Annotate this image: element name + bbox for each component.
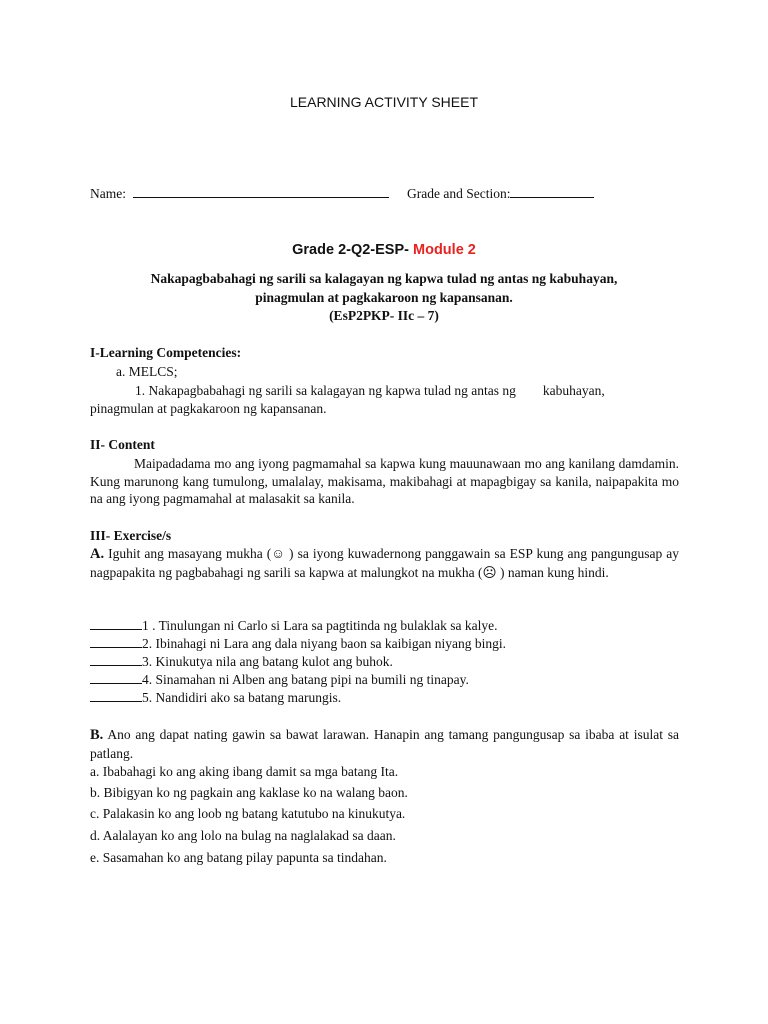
name-row [90,183,389,202]
choice-item: e. Sasamahan ko ang batang pilay papunta sa tindahan. [90,850,387,865]
exercise-item-text: 2. Ibinahagi ni Lara ang dala niyang baon sa kaibigan niyang bingi. [142,636,507,651]
part-b-text: Ano ang dapat nating gawin sa bawat larawan. Hanapin ang tamang pangungusap sa ibaba at isulat sa patlang. [90,727,679,761]
part-a-text-3: ) naman kung hindi. [496,564,609,580]
answer-blank[interactable] [90,689,142,702]
competency-subtitle-1: Nakapagbabahagi ng sarili sa kalagayan ng kapwa tulad ng antas ng kabuhayan, [150,271,618,286]
part-b-instruction [90,726,679,762]
choice-item: b. Bibigyan ko ng pagkain ang kaklase ko na walang baon. [90,785,408,800]
smiley-icon: ☺ [271,546,286,561]
module-prefix: Grade 2-Q2-ESP- [292,242,409,258]
part-b-letter: B. [90,727,104,743]
content-text: Maipadadama mo ang iyong pagmamahal sa kapwa kung mauunawaan mo ang kanilang damdamin. Kung marunong kang tumulong, umalalay, makisama, makibahagi at mapagbigay sa kanila, naipapakita mo na ang iyong pagmamahal at malasakit sa kanila. [90,456,679,506]
competency-subtitle-2: pinagmulan at pagkakaroon ng kapansanan. [255,290,513,305]
list-item [90,671,469,688]
exercise-item-text: 4. Sinamahan ni Alben ang batang pipi na bumili ng tinapay. [142,672,469,687]
answer-blank[interactable] [90,653,142,666]
module-heading [0,242,768,258]
grade-section-label: Grade and Section: [407,186,511,201]
choice-item: a. Ibabahagi ko ang aking ibang damit sa mga batang Ita. [90,764,399,779]
list-item [90,635,506,652]
module-number: Module 2 [413,242,476,258]
grade-section-row [407,183,594,202]
answer-blank[interactable] [90,635,142,648]
exercises-heading: III- Exercise/s [90,528,172,543]
competency-item-1-cont: pinagmulan at pagkakaroon ng kapansanan. [90,401,327,416]
part-a-instruction [90,545,679,581]
answer-blank[interactable] [90,617,142,630]
list-item [90,689,341,706]
melcs-item: a. MELCS; [116,364,178,379]
list-item [90,617,497,634]
exercise-item-text: 1 . Tinulungan ni Carlo si Lara sa pagtitinda ng bulaklak sa kalye. [142,618,498,633]
name-blank[interactable] [133,183,389,198]
competencies-heading: I-Learning Competencies: [90,345,242,360]
competency-item-1: 1. Nakapagbabahagi ng sarili sa kalagayan ng kapwa tulad ng antas ng kabuhayan, [135,383,605,398]
frowny-icon: ☹ [482,564,497,580]
exercise-item-text: 3. Kinukutya nila ang batang kulot ang buhok. [142,654,393,669]
choice-item: d. Aalalayan ko ang lolo na bulag na naglalakad sa daan. [90,828,396,843]
sheet-title: LEARNING ACTIVITY SHEET [289,94,478,110]
grade-section-blank[interactable] [510,183,594,198]
competency-code: (EsP2PKP- IIc – 7) [329,308,439,323]
answer-blank[interactable] [90,671,142,684]
name-label: Name: [90,186,126,201]
exercise-item-text: 5. Nandidiri ako sa batang marungis. [142,690,342,705]
content-paragraph [90,455,679,508]
part-a-letter: A. [90,546,105,562]
content-heading: II- Content [90,437,155,452]
part-a-text-1: Iguhit ang masayang mukha ( [104,546,272,561]
list-item [90,653,393,670]
part-a-text-2: ) sa iyong kuwadernong panggawain sa ESP kung ang pangungusap ay nagpapakita ng pagbabahagi ng sarili sa kapwa at malungkot na mukha ( [90,546,679,580]
choice-item: c. Palakasin ko ang loob ng batang katutubo na kinukutya. [90,806,406,821]
